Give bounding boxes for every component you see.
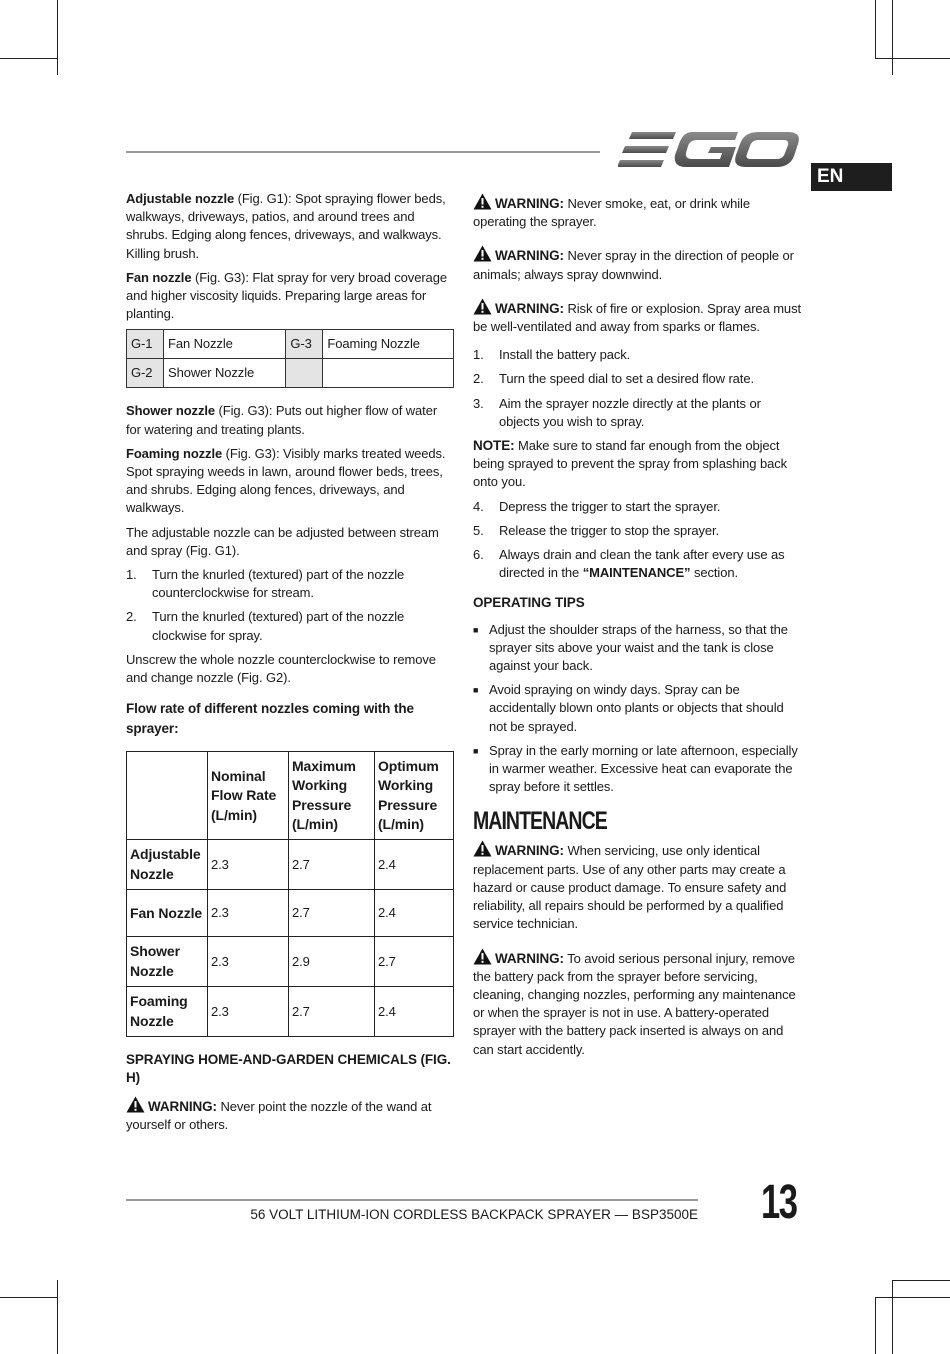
table-cell: [286, 359, 323, 388]
crop-mark: [0, 58, 58, 59]
shower-nozzle-paragraph: Shower nozzle (Fig. G3): Puts out higher flow of water for watering and treating plants.: [126, 403, 438, 437]
list-item: 2. Turn the knurled (textured) part of the nozzle clockwise for spray.: [126, 609, 405, 643]
list-item: ■ Adjust the shoulder straps of the harness, so that the sprayer sits above your waist and the tank is close against your back.: [473, 621, 801, 676]
table-row: [127, 840, 454, 890]
table-cell: 2.4: [375, 890, 454, 937]
crop-mark: [892, 1280, 893, 1354]
footer-rule: [126, 1199, 698, 1201]
list-item: 1. Turn the knurled (textured) part of the nozzle counterclockwise for stream.: [126, 567, 405, 601]
foaming-nozzle-paragraph: Foaming nozzle (Fig. G3): Visibly marks treated weeds. Spot spraying weeds in lawn, around flower beds, trees, and shrubs. Edging along fences, driveways, and walkways.: [126, 445, 446, 516]
flow-rate-table: [126, 751, 454, 1037]
table-row: [127, 937, 454, 987]
crop-mark: [875, 58, 892, 59]
table-cell: 2.9: [289, 937, 375, 987]
table-row: [127, 330, 454, 359]
adjust-intro: The adjustable nozzle can be adjusted between stream and spray (Fig. G1).: [126, 524, 439, 558]
language-tab: EN: [811, 163, 892, 191]
chemicals-heading: SPRAYING HOME-AND-GARDEN CHEMICALS (FIG. H): [126, 1052, 451, 1086]
warning-icon: [126, 1096, 145, 1113]
table-cell: 2.3: [208, 937, 289, 987]
table-cell: 2.4: [375, 987, 454, 1037]
warning-icon: [473, 948, 492, 965]
table-row: [127, 359, 454, 388]
table-cell: 2.3: [208, 890, 289, 937]
warning-icon: [473, 245, 492, 262]
crop-mark: [0, 1297, 58, 1298]
nozzle-legend-table: [126, 329, 454, 388]
warning-icon: [473, 193, 492, 210]
list-item: ■ Spray in the early morning or late afternoon, especially in warmer weather. Excessive heat can evaporate the spray before it settles.: [473, 742, 801, 797]
table-cell: 2.4: [375, 840, 454, 890]
warning-paragraph: WARNING: To avoid serious personal injury, remove the battery pack from the sprayer before servicing, cleaning, changing nozzles, performing any maintenance or when the sprayer is not in use. A battery-operated sprayer with the battery pack inserted is always on and can start accidently.: [473, 948, 801, 1059]
column-header: [127, 752, 208, 840]
list-item: ■ Avoid spraying on windy days. Spray can be accidentally blown onto plants or objects that should not be sprayed.: [473, 681, 801, 736]
list-item: 3. Aim the sprayer nozzle directly at the plants or objects you wish to spray.: [473, 395, 761, 429]
left-column: [126, 190, 454, 1148]
header-rule: [126, 151, 600, 153]
warning-paragraph: WARNING: Never spray in the direction of people or animals; always spray downwind.: [473, 245, 801, 283]
unscrew-paragraph: Unscrew the whole nozzle counterclockwise to remove and change nozzle (Fig. G2).: [126, 651, 436, 686]
adjustable-nozzle-paragraph: Adjustable nozzle (Fig. G1): Spot spraying flower beds, walkways, driveways, patios, and around trees and shrubs. Edging along fences, driveways, and walkways. Killing brush.: [126, 191, 446, 261]
table-cell: G-1: [127, 330, 164, 359]
column-header: Optimum Working Pressure (L/min): [375, 752, 454, 840]
row-header: Foaming Nozzle: [127, 987, 208, 1037]
list-item: 6. Always drain and clean the tank after every use as directed in the “MAINTENANCE” section.: [473, 547, 785, 581]
warning-paragraph: WARNING: Never smoke, eat, or drink while operating the sprayer.: [473, 193, 801, 231]
warning-paragraph: WARNING: Risk of fire or explosion. Spray area must be well-ventilated and away from sparks or flames.: [473, 298, 801, 336]
table-cell: Fan Nozzle: [164, 330, 286, 359]
crop-mark: [875, 0, 876, 58]
table-cell: 2.3: [208, 987, 289, 1037]
bullet-icon: ■: [473, 624, 479, 635]
right-column: [473, 193, 801, 1073]
bullet-icon: ■: [473, 745, 479, 756]
table-cell: 2.7: [289, 987, 375, 1037]
list-item: 5. Release the trigger to stop the sprayer.: [473, 522, 720, 538]
table-cell: Shower Nozzle: [164, 359, 286, 388]
row-header: Adjustable Nozzle: [127, 840, 208, 890]
ego-logo: [618, 128, 800, 172]
table-cell: G-2: [127, 359, 164, 388]
table-row: [127, 890, 454, 937]
list-item: 2. Turn the speed dial to set a desired flow rate.: [473, 371, 754, 387]
table-cell: [323, 359, 454, 388]
warning-icon: [473, 298, 492, 315]
footer-title: 56 VOLT LITHIUM-ION CORDLESS BACKPACK SPRAYER — BSP3500E: [250, 1207, 698, 1222]
warning-paragraph: WARNING: Never point the nozzle of the wand at yourself or others.: [126, 1096, 454, 1134]
column-header: Maximum Working Pressure (L/min): [289, 752, 375, 840]
crop-mark: [892, 1280, 950, 1281]
crop-mark: [875, 1297, 950, 1298]
crop-mark: [57, 0, 58, 75]
table-cell: G-3: [286, 330, 323, 359]
crop-mark: [57, 1280, 58, 1354]
operating-tips-heading: OPERATING TIPS: [473, 595, 585, 611]
page-number: 13: [761, 1176, 797, 1229]
list-item: 4. Depress the trigger to start the sprayer.: [473, 498, 721, 514]
table-header-row: [127, 752, 454, 840]
warning-paragraph: WARNING: When servicing, use only identical replacement parts. Use of any other parts may create a hazard or cause product damage. To ensure safety and reliability, all repairs should be performed by a qualified service technician.: [473, 840, 801, 933]
row-header: Fan Nozzle: [127, 890, 208, 937]
warning-icon: [473, 840, 492, 857]
table-cell: 2.7: [289, 840, 375, 890]
table-cell: Foaming Nozzle: [323, 330, 454, 359]
note-paragraph: NOTE: Make sure to stand far enough from the object being sprayed to prevent the spray from splashing back onto you.: [473, 438, 788, 490]
bullet-icon: ■: [473, 685, 479, 696]
column-header: Nominal Flow Rate (L/min): [208, 752, 289, 840]
table-row: [127, 987, 454, 1037]
table-cell: 2.7: [289, 890, 375, 937]
maintenance-heading: MAINTENANCE: [473, 807, 607, 836]
list-item: 1. Install the battery pack.: [473, 347, 631, 363]
table-cell: 2.3: [208, 840, 289, 890]
fan-nozzle-paragraph: Fan nozzle (Fig. G3): Flat spray for very broad coverage and higher viscosity liquids. Preparing large areas for planting.: [126, 269, 447, 322]
table-cell: 2.7: [375, 937, 454, 987]
row-header: Shower Nozzle: [127, 937, 208, 987]
crop-mark: [892, 0, 893, 75]
crop-mark: [892, 58, 950, 59]
flow-rate-heading: Flow rate of different nozzles coming with the sprayer:: [126, 701, 414, 737]
crop-mark: [875, 1297, 876, 1354]
